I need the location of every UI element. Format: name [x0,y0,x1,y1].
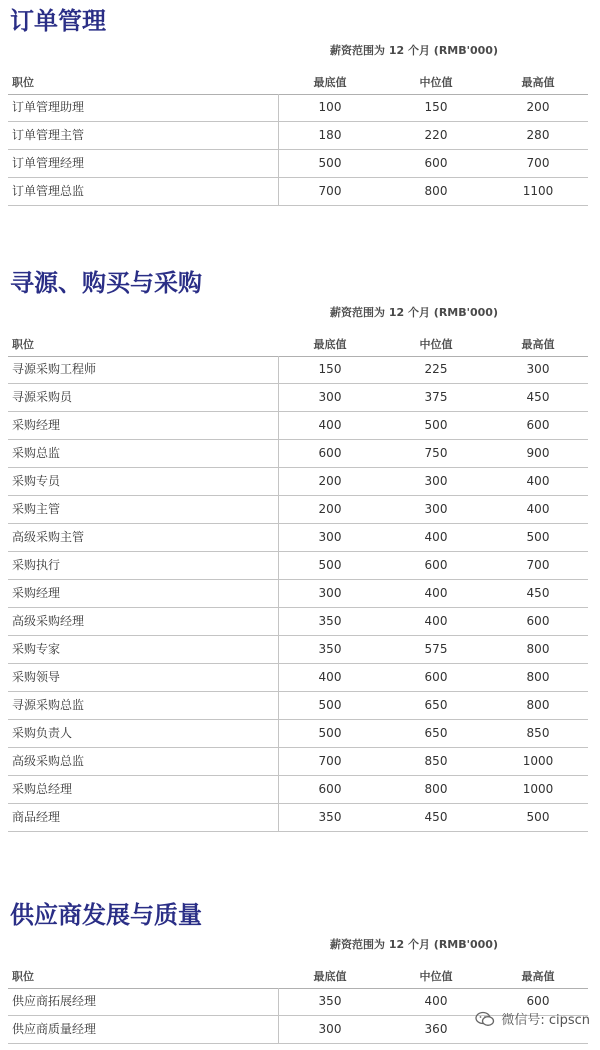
table-row [8,664,588,692]
cell-max: 1000 [522,754,554,768]
table-row [8,468,588,496]
watermark-text: 微信号: cipscn [501,1013,590,1028]
cell-min: 500 [318,558,342,572]
cell-min: 200 [318,474,342,488]
cell-median: 850 [424,754,448,768]
salary-caption: 薪资范围为 12 个月 (RMB'000) [330,938,498,951]
table-row [8,776,588,804]
cell-title: 订单管理助理 [12,100,85,114]
cell-max: 200 [526,100,550,114]
table-row [8,384,588,412]
header-median: 中位值 [419,970,453,983]
cell-title: 供应商质量经理 [12,1022,97,1036]
table-row [8,150,588,178]
column-divider [278,692,279,719]
cell-title: 高级采购主管 [12,530,85,544]
cell-min: 180 [318,128,342,142]
cell-max: 450 [526,390,550,404]
cell-min: 500 [318,726,342,740]
cell-min: 350 [318,810,342,824]
cell-title: 订单管理主管 [12,128,85,142]
cell-title: 寻源采购工程师 [12,362,97,376]
header-max: 最高值 [521,76,555,89]
cell-median: 600 [424,156,448,170]
cell-median: 500 [424,418,448,432]
table-row [8,356,588,384]
cell-max: 450 [526,586,550,600]
table-row [8,720,588,748]
cell-min: 300 [318,390,342,404]
column-divider [278,384,279,411]
cell-median: 400 [424,614,448,628]
cell-max: 800 [526,698,550,712]
cell-median: 575 [424,642,448,656]
cell-median: 400 [424,994,448,1008]
cell-min: 300 [318,1022,342,1036]
header-title: 职位 [12,338,34,351]
cell-title: 高级采购总监 [12,754,85,768]
column-divider [278,94,279,121]
cell-min: 300 [318,586,342,600]
cell-title: 采购领导 [12,670,61,684]
wechat-watermark [475,1009,590,1028]
cell-max: 400 [526,474,550,488]
cell-title: 订单管理总监 [12,184,85,198]
cell-median: 375 [424,390,448,404]
cell-min: 400 [318,418,342,432]
header-title: 职位 [12,970,34,983]
cell-title: 寻源采购总监 [12,698,85,712]
table-row [8,580,588,608]
column-divider [278,178,279,205]
cell-title: 采购总监 [12,446,61,460]
section-title: 供应商发展与质量 [10,901,202,929]
cell-min: 600 [318,782,342,796]
column-divider [278,150,279,177]
cell-min: 350 [318,614,342,628]
section-title: 寻源、购买与采购 [10,269,202,297]
table-row [8,748,588,776]
column-divider [278,664,279,691]
cell-max: 600 [526,614,550,628]
column-divider [278,468,279,495]
header-min: 最底值 [313,338,347,351]
column-divider [278,804,279,831]
table-row [8,496,588,524]
cell-median: 300 [424,502,448,516]
cell-max: 800 [526,670,550,684]
cell-median: 225 [424,362,448,376]
column-divider [278,524,279,551]
table-row [8,804,588,832]
cell-min: 200 [318,502,342,516]
cell-title: 采购负责人 [12,726,73,740]
header-median: 中位值 [419,338,453,351]
cell-max: 700 [526,156,550,170]
cell-title: 采购经理 [12,586,61,600]
cell-max: 500 [526,810,550,824]
table-row [8,122,588,150]
header-median: 中位值 [419,76,453,89]
cell-title: 采购主管 [12,502,61,516]
cell-max: 400 [526,502,550,516]
column-divider [278,580,279,607]
table-row [8,440,588,468]
cell-median: 800 [424,184,448,198]
cell-median: 220 [424,128,448,142]
cell-title: 采购经理 [12,418,61,432]
table-rows [8,94,588,206]
cell-min: 700 [318,184,342,198]
cell-median: 450 [424,810,448,824]
cell-title: 高级采购经理 [12,614,85,628]
table-rows [8,356,588,832]
table-header [8,328,588,357]
column-divider [278,412,279,439]
salary-caption: 薪资范围为 12 个月 (RMB'000) [330,306,498,319]
cell-max: 800 [526,642,550,656]
cell-title: 供应商拓展经理 [12,994,97,1008]
table-header [8,66,588,95]
cell-max: 850 [526,726,550,740]
salary-caption: 薪资范围为 12 个月 (RMB'000) [330,44,498,57]
wechat-icon [475,1011,495,1027]
cell-min: 300 [318,530,342,544]
cell-title: 采购专员 [12,474,61,488]
cell-max: 300 [526,362,550,376]
cell-median: 300 [424,474,448,488]
cell-title: 采购执行 [12,558,61,572]
cell-max: 1100 [522,184,554,198]
cell-max: 600 [526,994,550,1008]
column-divider [278,776,279,803]
table-row [8,94,588,122]
table-row [8,412,588,440]
section-title: 订单管理 [10,7,106,35]
column-divider [278,748,279,775]
cell-title: 订单管理经理 [12,156,85,170]
table-header [8,960,588,989]
cell-min: 350 [318,994,342,1008]
cell-median: 360 [424,1022,448,1036]
cell-median: 650 [424,698,448,712]
cell-title: 采购总经理 [12,782,73,796]
table-row [8,552,588,580]
cell-min: 500 [318,156,342,170]
column-divider [278,496,279,523]
column-divider [278,440,279,467]
column-divider [278,552,279,579]
column-divider [278,1016,279,1043]
cell-max: 700 [526,558,550,572]
cell-title: 寻源采购员 [12,390,73,404]
cell-max: 280 [526,128,550,142]
cell-max: 900 [526,446,550,460]
header-max: 最高值 [521,338,555,351]
cell-title: 商品经理 [12,810,61,824]
cell-min: 400 [318,670,342,684]
column-divider [278,988,279,1015]
cell-min: 500 [318,698,342,712]
cell-min: 100 [318,100,342,114]
table-row [8,608,588,636]
cell-min: 350 [318,642,342,656]
cell-median: 400 [424,586,448,600]
cell-median: 800 [424,782,448,796]
cell-min: 600 [318,446,342,460]
column-divider [278,356,279,383]
table-row [8,636,588,664]
cell-median: 400 [424,530,448,544]
column-divider [278,636,279,663]
cell-median: 600 [424,558,448,572]
cell-median: 750 [424,446,448,460]
cell-title: 采购专家 [12,642,61,656]
cell-median: 650 [424,726,448,740]
cell-median: 600 [424,670,448,684]
column-divider [278,122,279,149]
header-min: 最底值 [313,970,347,983]
cell-max: 500 [526,530,550,544]
cell-max: 1000 [522,782,554,796]
table-row [8,524,588,552]
header-title: 职位 [12,76,34,89]
header-max: 最高值 [521,970,555,983]
cell-max: 600 [526,418,550,432]
cell-median: 150 [424,100,448,114]
column-divider [278,720,279,747]
table-row [8,178,588,206]
header-min: 最底值 [313,76,347,89]
cell-min: 700 [318,754,342,768]
table-row [8,692,588,720]
cell-min: 150 [318,362,342,376]
column-divider [278,608,279,635]
